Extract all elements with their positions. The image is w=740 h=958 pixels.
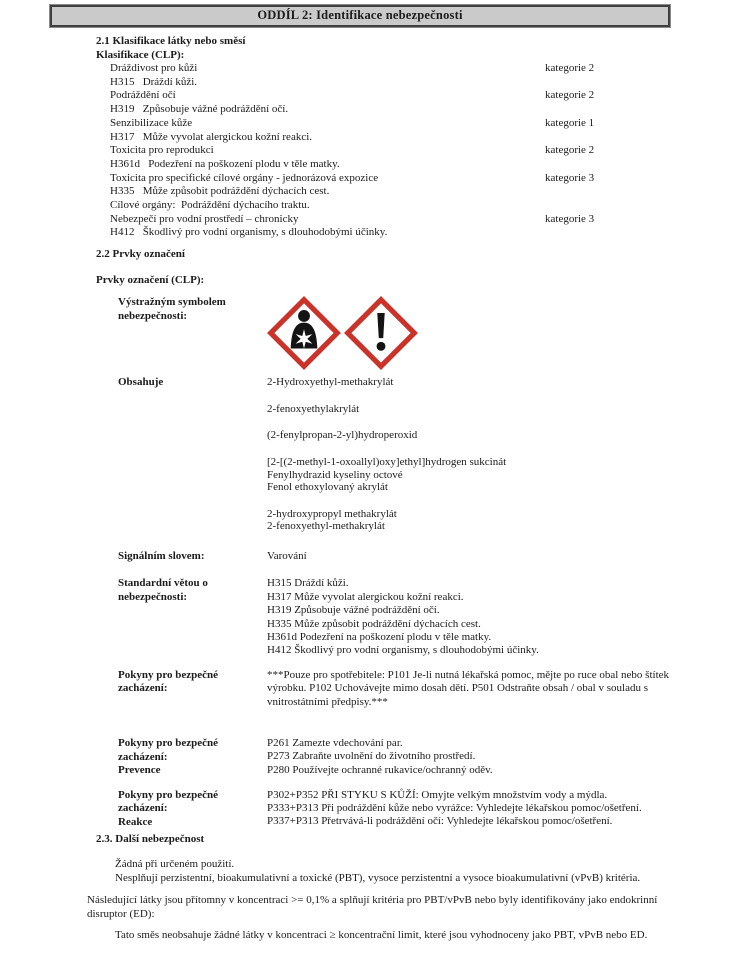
pictogram-block	[118, 296, 740, 370]
field-value-line: P273 Zabraňte uvolnění do životního prostředí.	[267, 750, 476, 763]
field-value-line: P333+P313 Při podráždění kůže nebo vyrážce: Vyhledejte lékařskou pomoc/ošetření.	[267, 801, 642, 814]
field-label-line: zacházení:	[118, 682, 168, 695]
other-hazards-paragraphs	[0, 858, 740, 943]
classification-row	[110, 62, 740, 76]
field-label	[118, 577, 267, 657]
field-value-line: 2-fenoxyethyl-methakrylát	[267, 520, 385, 533]
category-value: kategorie 2	[545, 62, 595, 74]
paragraph-intended-use	[115, 858, 740, 885]
field-label	[118, 669, 267, 709]
field-value-line: Fenylhydrazid kyseliny octové	[267, 468, 403, 481]
field-label-line: Obsahuje	[118, 376, 164, 389]
field-value-line: P261 Zamezte vdechování par.	[267, 737, 403, 750]
field-label	[118, 376, 267, 533]
field-value	[267, 550, 712, 564]
block-contains	[118, 376, 740, 533]
field-value	[267, 669, 679, 709]
hazard-class-text: H361d Podezření na poškození plodu v těle matky.	[110, 157, 340, 170]
hazard-class-text: Senzibilizace kůže	[110, 116, 193, 129]
label-value-blocks	[0, 376, 740, 829]
category-value: kategorie 3	[545, 171, 595, 184]
field-value	[267, 577, 712, 657]
category-value: kategorie 3	[545, 212, 595, 225]
hazard-class-text: H319 Způsobuje vážné podráždění očí.	[110, 103, 289, 116]
heading-2-3: 2.3. Další nebezpečnost	[96, 833, 205, 846]
block-hazard-statements	[118, 577, 740, 657]
field-value	[267, 376, 712, 533]
category-value: kategorie 2	[545, 144, 595, 157]
field-value-line: H319 Způsobuje vážné podráždění očí.	[267, 604, 440, 617]
field-label	[118, 737, 267, 778]
field-label-line: zacházení:	[118, 802, 168, 815]
block-precautions-consumer	[118, 669, 740, 709]
field-label-line: Reakce	[118, 815, 153, 828]
block-signal-word	[118, 550, 740, 564]
field-value-line: (2-fenylpropan-2-yl)hydroperoxid	[267, 429, 418, 442]
field-label-line: Pokyny pro bezpečné	[118, 737, 219, 750]
hazard-class-text: H317 Může vyvolat alergickou kožní reakci.	[110, 130, 313, 143]
field-label-line: zacházení:	[118, 750, 168, 763]
classification-row	[110, 185, 740, 199]
paragraph-line: Následující látky jsou přítomny v koncentraci >= 0,1% a splňují kritéria pro PBT/vPvB nebo byly identifikovány jako endokrinní disruptor (ED):	[87, 894, 658, 920]
classification-row	[110, 89, 740, 103]
category-value: kategorie 2	[545, 89, 595, 102]
section-title: ODDÍL 2: Identifikace nebezpečnosti	[257, 8, 463, 22]
field-value	[267, 789, 712, 830]
classification-row	[110, 172, 740, 186]
field-label-line: Prevence	[118, 764, 161, 777]
classification-row	[110, 76, 740, 90]
field-value-line: P280 Používejte ochranné rukavice/ochranný oděv.	[267, 763, 493, 776]
field-value-line: H412 Škodlivý pro vodní organismy, s dlouhodobými účinky.	[267, 644, 539, 657]
classification-row	[110, 131, 740, 145]
field-label-line: nebezpečnosti:	[118, 590, 188, 603]
classification-row	[110, 158, 740, 172]
paragraph-line: Tato směs neobsahuje žádné látky v koncentraci ≥ koncentrační limit, které jsou vyhodnoceny jako PBT, vPvB nebo ED.	[115, 929, 648, 942]
classification-row	[110, 199, 740, 213]
classification-row	[110, 103, 740, 117]
paragraph-line: Nesplňují perzistentní, bioakumulativní a toxické (PBT), vysoce perzistentní a vysoce bioakumulativní (vPvB) kritéria.	[115, 871, 641, 884]
pictogram-label-line: Výstražným symbolem	[118, 296, 226, 309]
hazard-class-text: H335 Může způsobit podráždění dýchacích cest.	[110, 185, 330, 198]
field-label	[118, 550, 267, 564]
field-label-line: Signálním slovem:	[118, 549, 205, 562]
hazard-pictograms	[267, 296, 712, 370]
field-value-line: H315 Dráždí kůži.	[267, 577, 349, 590]
field-value-line: H317 Může vyvolat alergickou kožní reakci.	[267, 590, 464, 603]
category-value: kategorie 1	[545, 116, 595, 129]
paragraph-pbt-criteria	[87, 894, 675, 921]
field-value-line: 2-fenoxyethylakrylát	[267, 402, 360, 415]
field-value-line: H335 Může způsobit podráždění dýchacích cest.	[267, 617, 481, 630]
classification-list	[110, 62, 740, 240]
subheading-label-elements: Prvky označení (CLP):	[96, 274, 205, 287]
classification-row	[110, 213, 740, 227]
heading-2-1: 2.1 Klasifikace látky nebo směsí	[96, 35, 246, 47]
block-precautions-response	[118, 789, 740, 830]
ghs08-health-hazard-icon	[267, 296, 341, 370]
field-value-line: Varování	[267, 549, 307, 562]
subheading-clp: Klasifikace (CLP):	[96, 49, 185, 61]
field-value-line: Fenol ethoxylovaný akrylát	[267, 481, 388, 494]
hazard-class-text: Nebezpečí pro vodní prostředí – chronicky	[110, 212, 299, 225]
field-label-line: Standardní větou o	[118, 577, 208, 590]
field-value-line: 2-hydroxypropyl methakrylát	[267, 507, 397, 520]
hazard-class-text: H315 Dráždí kůži.	[110, 75, 198, 88]
hazard-class-text: H412 Škodlivý pro vodní organismy, s dlouhodobými účinky.	[110, 226, 388, 239]
field-value-line: P302+P352 PŘI STYKU S KŮŽÍ: Omyjte velkým množstvím vody a mýdla.	[267, 788, 608, 801]
field-label	[118, 789, 267, 830]
field-label-line: Pokyny pro bezpečné	[118, 668, 219, 681]
field-value-line: P337+P313 Přetrvává-li podráždění očí: Vyhledejte lékařskou pomoc/ošetření.	[267, 815, 613, 828]
heading-2-2: 2.2 Prvky označení	[96, 248, 185, 261]
ghs07-exclamation-mark-icon	[344, 296, 418, 370]
hazard-class-text: Dráždivost pro kůži	[110, 62, 198, 74]
hazard-class-text: Toxicita pro specifické cílové orgány - jednorázová expozice	[110, 171, 379, 184]
paragraph-no-substances	[115, 929, 740, 943]
field-value-line: ***Pouze pro spotřebitele: P101 Je-li nutná lékařská pomoc, mějte po ruce obal nebo štítek výrobku. P102 Uchovávejte mimo dosah dětí. P501 Odstraňte obsah / obal v souladu s vnitrostátními předpisy.***	[267, 668, 672, 708]
field-value	[267, 737, 712, 778]
pictogram-label-line: nebezpečnosti:	[118, 309, 188, 322]
field-value-line: [2-[(2-methyl-1-oxoallyl)oxy]ethyl]hydrogen sukcinát	[267, 455, 507, 468]
field-value-line: 2-Hydroxyethyl-methakrylát	[267, 376, 394, 389]
field-value-line: H361d Podezření na poškození plodu v těle matky.	[267, 631, 492, 644]
paragraph-line: Žádná při určeném použití.	[115, 858, 235, 871]
classification-row	[110, 144, 740, 158]
block-precautions-prevention	[118, 737, 740, 778]
section-header-bar	[50, 5, 670, 27]
hazard-class-text: Toxicita pro reprodukci	[110, 144, 214, 157]
classification-row	[110, 117, 740, 131]
hazard-class-text: Cílové orgány: Podráždění dýchacího traktu.	[110, 199, 310, 212]
classification-row	[110, 226, 740, 240]
field-label-line: Pokyny pro bezpečné	[118, 788, 219, 801]
pictogram-field-label	[118, 296, 267, 370]
hazard-class-text: Podráždění očí	[110, 89, 176, 102]
